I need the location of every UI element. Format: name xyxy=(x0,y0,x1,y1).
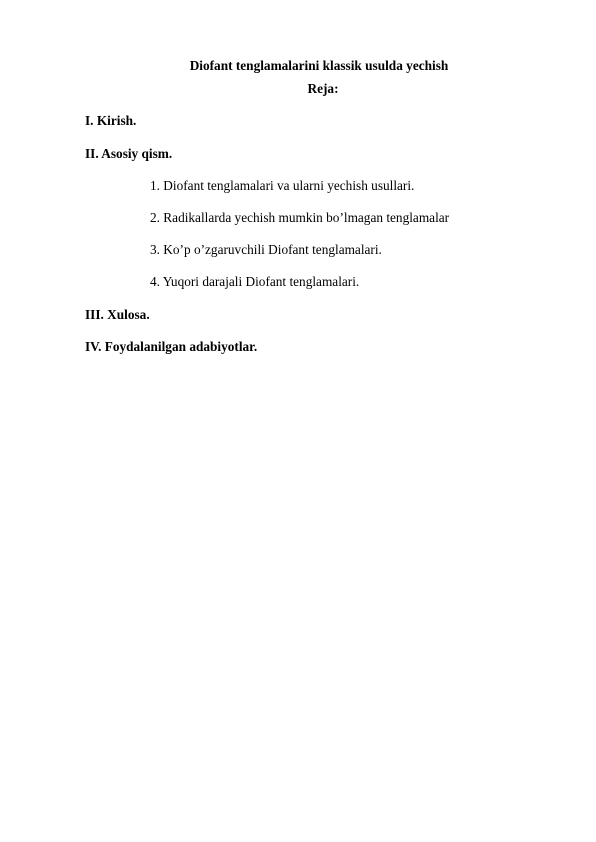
section-references: IV. Foydalanilgan adabiyotlar. xyxy=(85,339,258,354)
section-conclusion: III. Xulosa. xyxy=(85,307,150,322)
section-introduction: I. Kirish. xyxy=(85,113,137,128)
document-title: Diofant tenglamalarini klassik usulda yechish xyxy=(189,58,449,73)
plan-heading: Reja: xyxy=(307,81,339,96)
subitem-3: 3. Ko’p o’zgaruvchili Diofant tenglamalari. xyxy=(150,242,382,257)
section-main-part: II. Asosiy qism. xyxy=(85,146,173,161)
subitem-4: 4. Yuqori darajali Diofant tenglamalari. xyxy=(150,274,360,289)
subitem-2: 2. Radikallarda yechish mumkin bo’lmagan tenglamalar xyxy=(150,210,450,225)
subitem-1: 1. Diofant tenglamalari va ularni yechish usullari. xyxy=(150,178,415,193)
